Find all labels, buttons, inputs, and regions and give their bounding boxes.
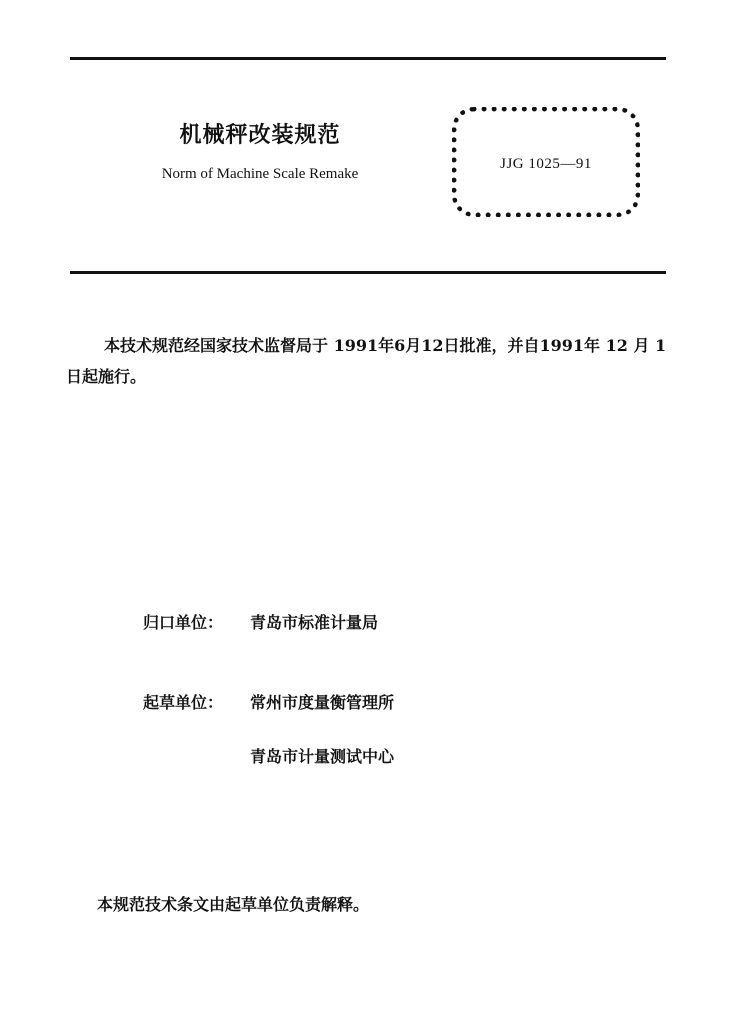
drafting-unit-value-2: 青岛市计量测试中心 — [250, 747, 395, 766]
drafting-unit-value-1: 常州市度量衡管理所 — [250, 693, 395, 712]
drafting-unit-label: 起草单位： — [143, 693, 224, 712]
standard-code: JJG 1025—91 — [500, 156, 592, 172]
responsible-unit-label: 归口单位： — [143, 613, 224, 632]
drafting-unit-row — [143, 690, 394, 713]
document-title-english: Norm of Machine Scale Remake — [161, 166, 359, 182]
approval-statement: 本技术规范经国家技术监督局于 1991年6月12日批准，并自1991年 12 月 1 日起施行。 — [66, 336, 667, 386]
responsible-unit-value: 青岛市标准计量局 — [250, 613, 379, 632]
document-title-chinese: 机械秤改装规范 — [179, 122, 341, 148]
standard-code-frame — [452, 107, 640, 217]
interpretation-note: 本规范技术条文由起草单位负责解释。 — [97, 895, 370, 914]
responsible-unit-row — [143, 610, 378, 633]
top-rule — [70, 57, 666, 60]
bottom-rule — [70, 271, 666, 274]
